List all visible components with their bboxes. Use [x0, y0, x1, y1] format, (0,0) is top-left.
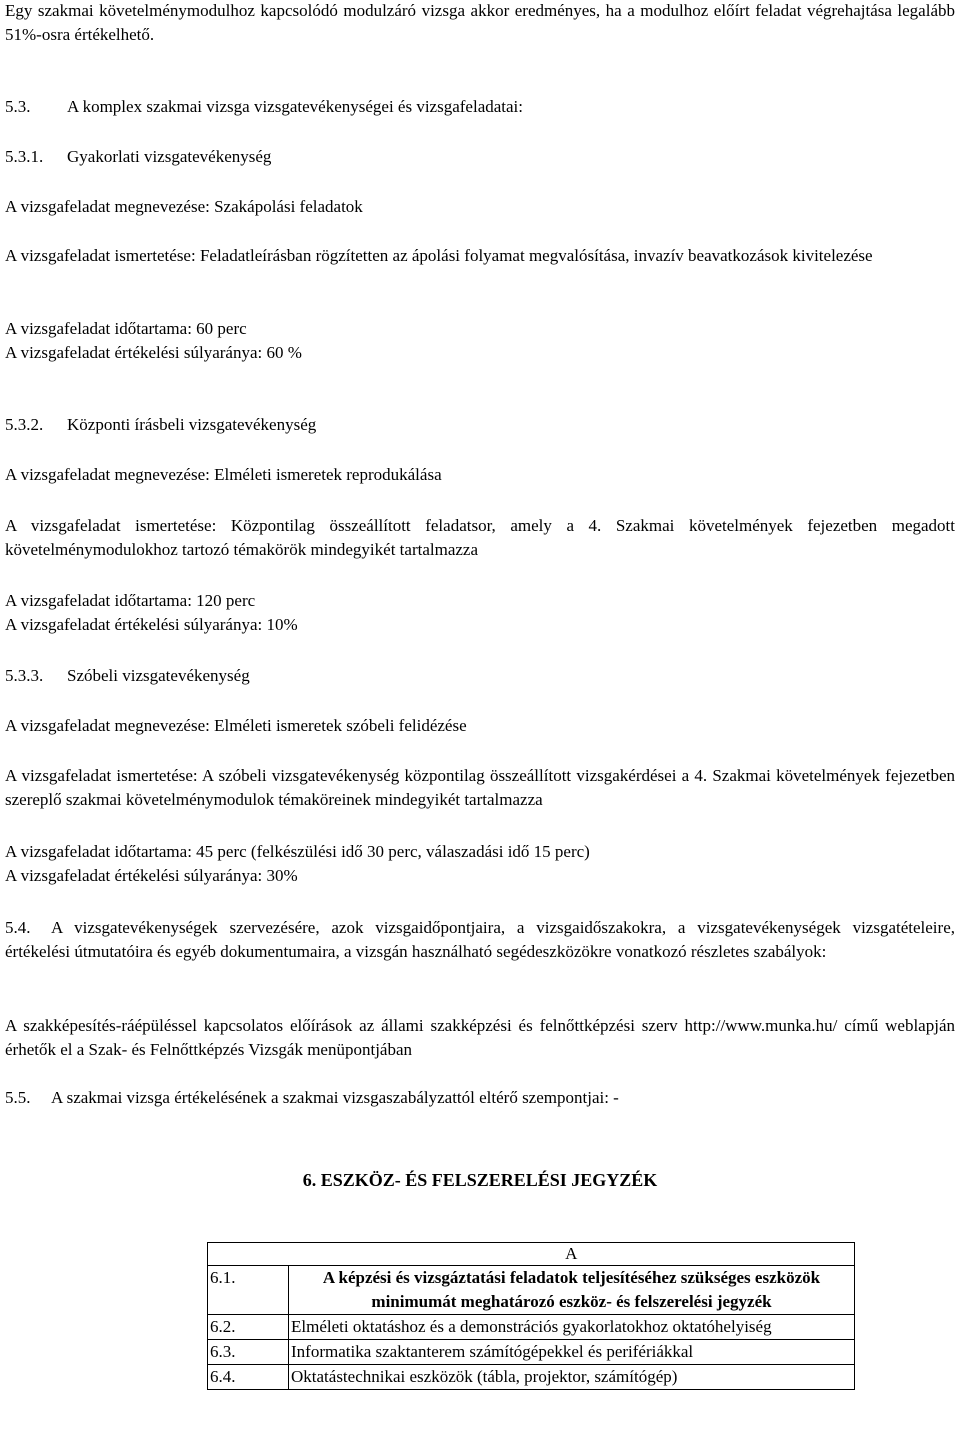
task-description: A vizsgafeladat ismertetése: Feladatleírásban rögzítetten az ápolási folyamat megvalósítása, invazív beavatkozások kivitelezése: [5, 246, 873, 265]
table-header-cell: A: [289, 1243, 855, 1266]
task-name: A vizsgafeladat megnevezése: Elméleti ismeretek szóbeli felidézése: [5, 716, 467, 735]
table-cell-text: Informatika szaktanterem számítógépekkel és perifériákkal: [289, 1340, 855, 1365]
section-text: A szakmai vizsga értékelésének a szakmai vizsgaszabályzattól eltérő szempontjai: -: [51, 1088, 619, 1107]
section-5-3-heading: [5, 95, 955, 119]
table-cell-text: Elméleti oktatáshoz és a demonstrációs gyakorlatokhoz oktatóhelyiség: [289, 1315, 855, 1340]
section-5-5-paragraph: [5, 1086, 955, 1110]
section-6-title: 6. ESZKÖZ- ÉS FELSZERELÉSI JEGYZÉK: [302, 1170, 658, 1190]
section-text: A vizsgatevékenységek szervezésére, azok vizsgaidőpontjaira, a vizsgaidőszakokra, a vizsgatevékenységek vizsgatételeire, értékelési útmutatóira és egyéb dokumentumaira, a vizsgán használható segédeszközökre vonatkozó részletes szabályok:: [5, 918, 955, 961]
section-5-3-3-heading: [5, 664, 955, 688]
section-5-3-2-heading: [5, 413, 955, 437]
section-title: Gyakorlati vizsgatevékenység: [67, 147, 272, 166]
section-number: 5.3.1.: [5, 147, 44, 166]
table-row: [208, 1266, 855, 1315]
section-5-4-detail: A szakképesítés-ráépüléssel kapcsolatos előírások az állami szakképzési és felnőttképzési szerv http://www.munka.hu/ című weblapján érhetők el a Szak- és Felnőttképzés Vizsgák menüpontjában: [5, 1016, 955, 1059]
task-duration: A vizsgafeladat időtartama: 120 perc: [5, 591, 256, 610]
section-number: 5.3.2.: [5, 415, 44, 434]
section-number: 5.4.: [5, 918, 31, 937]
task-duration: A vizsgafeladat időtartama: 60 perc: [5, 319, 247, 338]
task-name: A vizsgafeladat megnevezése: Elméleti ismeretek reprodukálása: [5, 465, 442, 484]
section-number: 5.3.3.: [5, 666, 44, 685]
table-row: [208, 1365, 855, 1390]
task-description: A vizsgafeladat ismertetése: A szóbeli vizsgatevékenység központilag összeállított vizsgakérdései a 4. Szakmai követelmények fejezetben szereplő szakmai követelménymodulok témaköreinek mindegyikét tartalmazza: [5, 766, 955, 809]
task-weight: A vizsgafeladat értékelési súlyaránya: 30%: [5, 866, 298, 885]
table-header-row: [208, 1243, 855, 1266]
task-description: A vizsgafeladat ismertetése: Központilag összeállított feladatsor, amely a 4. Szakmai követelmények fejezetben megadott követelménymodulokhoz tartozó témakörök mindegyikét tartalmazza: [5, 516, 955, 559]
table-cell-number: 6.1.: [208, 1266, 289, 1315]
section-title: Szóbeli vizsgatevékenység: [67, 666, 250, 685]
table-cell-number: 6.3.: [208, 1340, 289, 1365]
section-title: Központi írásbeli vizsgatevékenység: [67, 415, 317, 434]
table-row: [208, 1315, 855, 1340]
task-weight: A vizsgafeladat értékelési súlyaránya: 10%: [5, 615, 298, 634]
table-cell-number: 6.2.: [208, 1315, 289, 1340]
table-row: [208, 1340, 855, 1365]
task-duration: A vizsgafeladat időtartama: 45 perc (felkészülési idő 30 perc, válaszadási idő 15 perc): [5, 842, 590, 861]
section-5-3-1-heading: [5, 145, 955, 169]
section-5-4-paragraph: [5, 916, 955, 964]
task-name: A vizsgafeladat megnevezése: Szakápolási feladatok: [5, 197, 363, 216]
section-number: 5.3.: [5, 97, 31, 116]
table-cell-text: A képzési és vizsgáztatási feladatok teljesítéséhez szükséges eszközök minimumát meghatározó eszköz- és felszerelési jegyzék: [289, 1266, 855, 1315]
section-title: A komplex szakmai vizsga vizsgatevékenységei és vizsgafeladatai:: [67, 97, 524, 116]
table-cell-number: 6.4.: [208, 1365, 289, 1390]
intro-paragraph: Egy szakmai követelménymodulhoz kapcsolódó modulzáró vizsga akkor eredményes, ha a modulhoz előírt feladat végrehajtása legalább 51%-osra értékelhető.: [5, 1, 955, 44]
table-header-spacer: [208, 1243, 289, 1266]
equipment-table: [207, 1242, 855, 1390]
table-cell-text: Oktatástechnikai eszközök (tábla, projektor, számítógép): [289, 1365, 855, 1390]
section-number: 5.5.: [5, 1088, 31, 1107]
task-weight: A vizsgafeladat értékelési súlyaránya: 60 %: [5, 343, 302, 362]
